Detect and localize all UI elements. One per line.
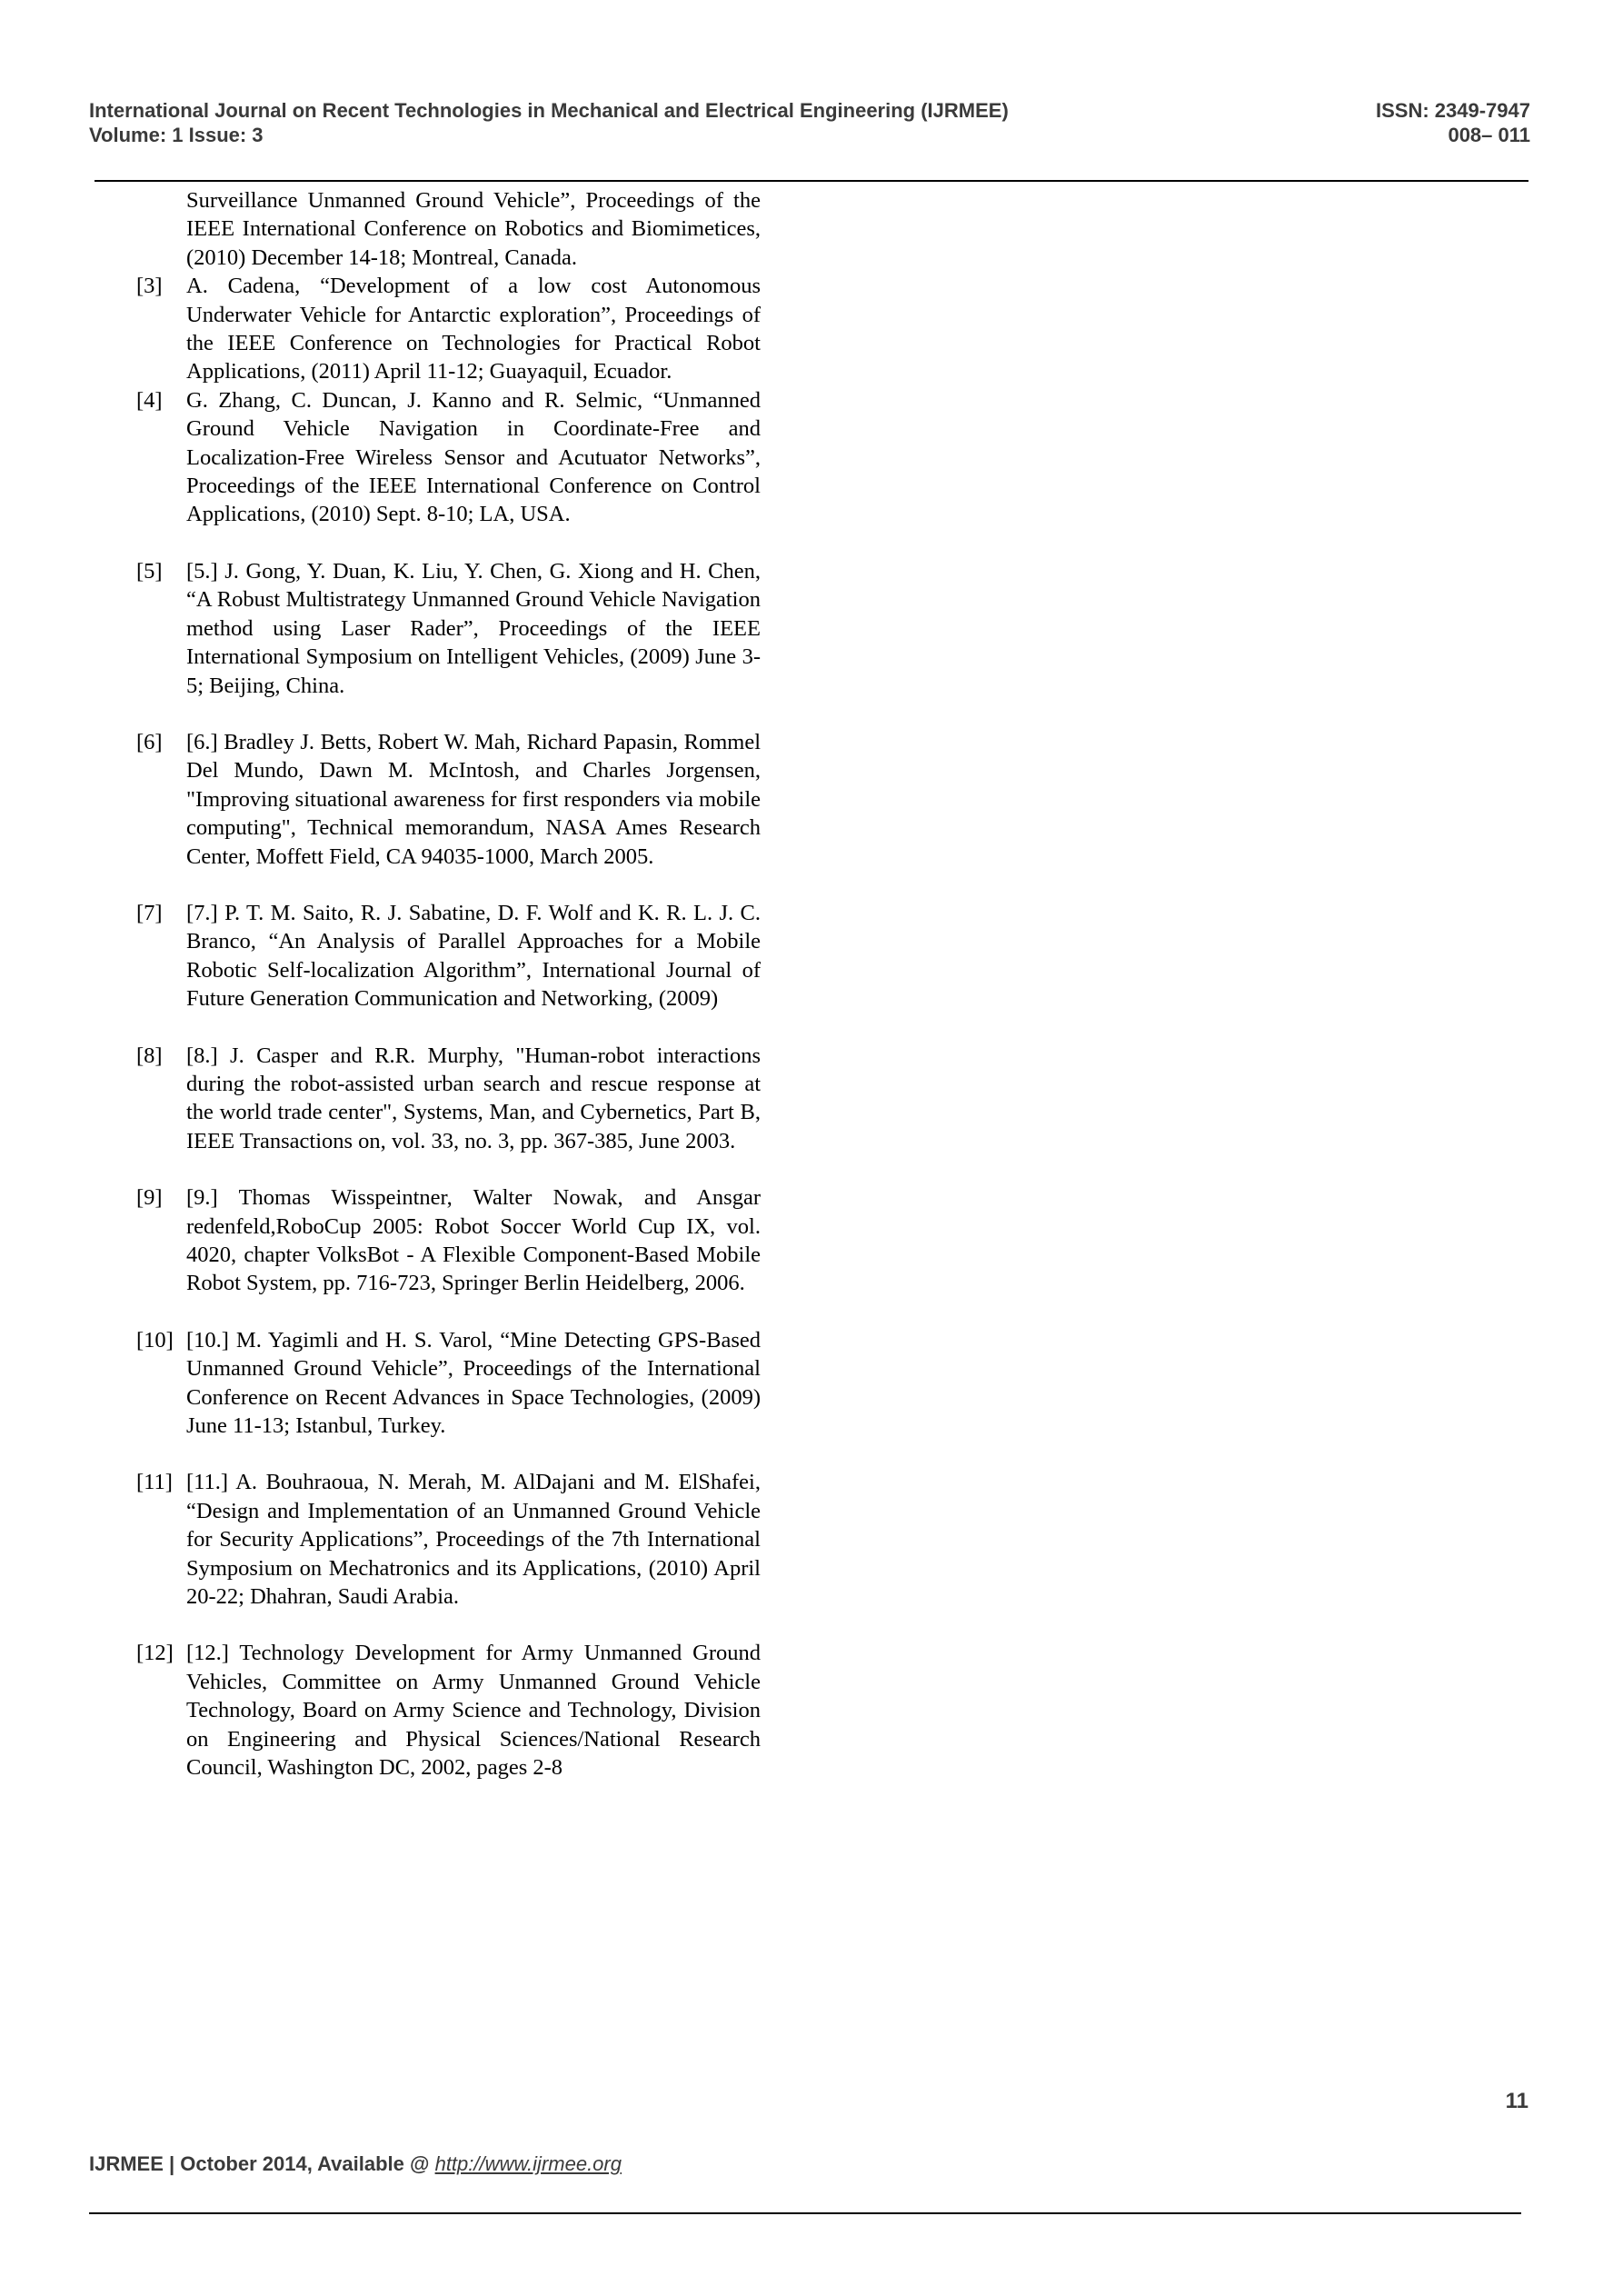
reference-text: [12.] Technology Development for Army Unmanned Ground Vehicles, Committee on Army Unmanned Ground Vehicle Technology, Board on Army Science and Technology, Division on Engineering and Physical Sciences/National Research Council, Washington DC, 2002, pages 2-8	[186, 1641, 761, 1781]
reference-text: [6.] Bradley J. Betts, Robert W. Mah, Richard Papasin, Rommel Del Mundo, Dawn M. McIntosh, and Charles Jorgensen, "Improving situational awareness for first responders via mobile computing", Technical memorandum, NASA Ames Research Center, Moffett Field, CA 94035-1000, March 2005.	[186, 729, 761, 869]
page-footer	[89, 2152, 622, 2176]
reference-item	[136, 1639, 761, 1782]
running-header	[89, 98, 1009, 147]
reference-item	[136, 1183, 761, 1298]
reference-number: [10]	[136, 1327, 174, 1353]
journal-title: International Journal on Recent Technologies in Mechanical and Electrical Engineering (IJRMEE)	[89, 99, 1009, 122]
reference-list	[136, 186, 761, 1811]
reference-text: Surveillance Unmanned Ground Vehicle”, Proceedings of the IEEE International Conference on Robotics and Biomimetices, (2010) December 14-18; Montreal, Canada.	[186, 188, 761, 270]
reference-text: [9.] Thomas Wisspeintner, Walter Nowak, and Ansgar redenfeld,RoboCup 2005: Robot Soccer World Cup IX, vol. 4020, chapter VolksBot - A Flexible Component-Based Mobile Robot System, pp. 716-723, Springer Berlin Heidelberg, 2006.	[186, 1185, 761, 1296]
reference-number: [6]	[136, 729, 163, 754]
reference-number: [3]	[136, 274, 163, 299]
reference-number: [8]	[136, 1043, 163, 1068]
reference-text: [10.] M. Yagimli and H. S. Varol, “Mine Detecting GPS-Based Unmanned Ground Vehicle”, Proceedings of the International Conference on Recent Advances in Space Technologies, (2009) June 11-13; Istanbul, Turkey.	[186, 1327, 761, 1439]
footer-divider	[89, 2212, 1521, 2214]
reference-text: [8.] J. Casper and R.R. Murphy, "Human-robot interactions during the robot-assisted urban search and rescue response at the world trade center", Systems, Man, and Cybernetics, Part B, IEEE Transactions on, vol. 33, no. 3, pp. 367-385, June 2003.	[186, 1043, 761, 1153]
reference-number: [9]	[136, 1185, 163, 1211]
journal-website-link[interactable]: http://www.ijrmee.org	[434, 2152, 622, 2175]
reference-item	[136, 1468, 761, 1611]
reference-item	[136, 272, 761, 386]
reference-number: [7]	[136, 900, 163, 925]
reference-item	[136, 186, 761, 272]
reference-text: [5.] J. Gong, Y. Duan, K. Liu, Y. Chen, G. Xiong and H. Chen, “A Robust Multistrategy Unmanned Ground Vehicle Navigation method using Laser Rader”, Proceedings of the IEEE International Symposium on Intelligent Vehicles, (2009) June 3-5; Beijing, China.	[186, 558, 761, 698]
running-header-right	[1376, 98, 1530, 147]
reference-number: [4]	[136, 387, 163, 413]
header-divider	[95, 180, 1528, 182]
page-range: 008– 011	[1448, 124, 1530, 146]
reference-item	[136, 728, 761, 871]
reference-item	[136, 1326, 761, 1441]
reference-item	[136, 557, 761, 700]
volume-issue: Volume: 1 Issue: 3	[89, 124, 264, 146]
reference-number: [11]	[136, 1470, 173, 1495]
footer-text: IJRMEE | October 2014, Available @	[89, 2152, 435, 2175]
reference-text: G. Zhang, C. Duncan, J. Kanno and R. Selmic, “Unmanned Ground Vehicle Navigation in Coordinate-Free and Localization-Free Wireless Sensor and Acutuator Networks”, Proceedings of the IEEE International Conference on Control Applications, (2010) Sept. 8-10; LA, USA.	[186, 387, 761, 527]
reference-number: [5]	[136, 558, 163, 584]
reference-text: [11.] A. Bouhraoua, N. Merah, M. AlDajani and M. ElShafei, “Design and Implementation of an Unmanned Ground Vehicle for Security Applications”, Proceedings of the 7th International Symposium on Mechatronics and its Applications, (2010) April 20-22; Dhahran, Saudi Arabia.	[186, 1470, 761, 1610]
reference-item	[136, 386, 761, 529]
reference-text: [7.] P. T. M. Saito, R. J. Sabatine, D. F. Wolf and K. R. L. J. C. Branco, “An Analysis of Parallel Approaches for a Mobile Robotic Self-localization Algorithm”, International Journal of Future Generation Communication and Networking, (2009)	[186, 900, 761, 1012]
reference-text: A. Cadena, “Development of a low cost Autonomous Underwater Vehicle for Antarctic exploration”, Proceedings of the IEEE Conference on Technologies for Practical Robot Applications, (2011) April 11-12; Guayaquil, Ecuador.	[186, 274, 761, 384]
issn: ISSN: 2349-7947	[1376, 99, 1530, 122]
reference-item	[136, 899, 761, 1013]
reference-number: [12]	[136, 1641, 174, 1666]
page-number: 11	[1505, 2089, 1528, 2113]
reference-item	[136, 1042, 761, 1156]
